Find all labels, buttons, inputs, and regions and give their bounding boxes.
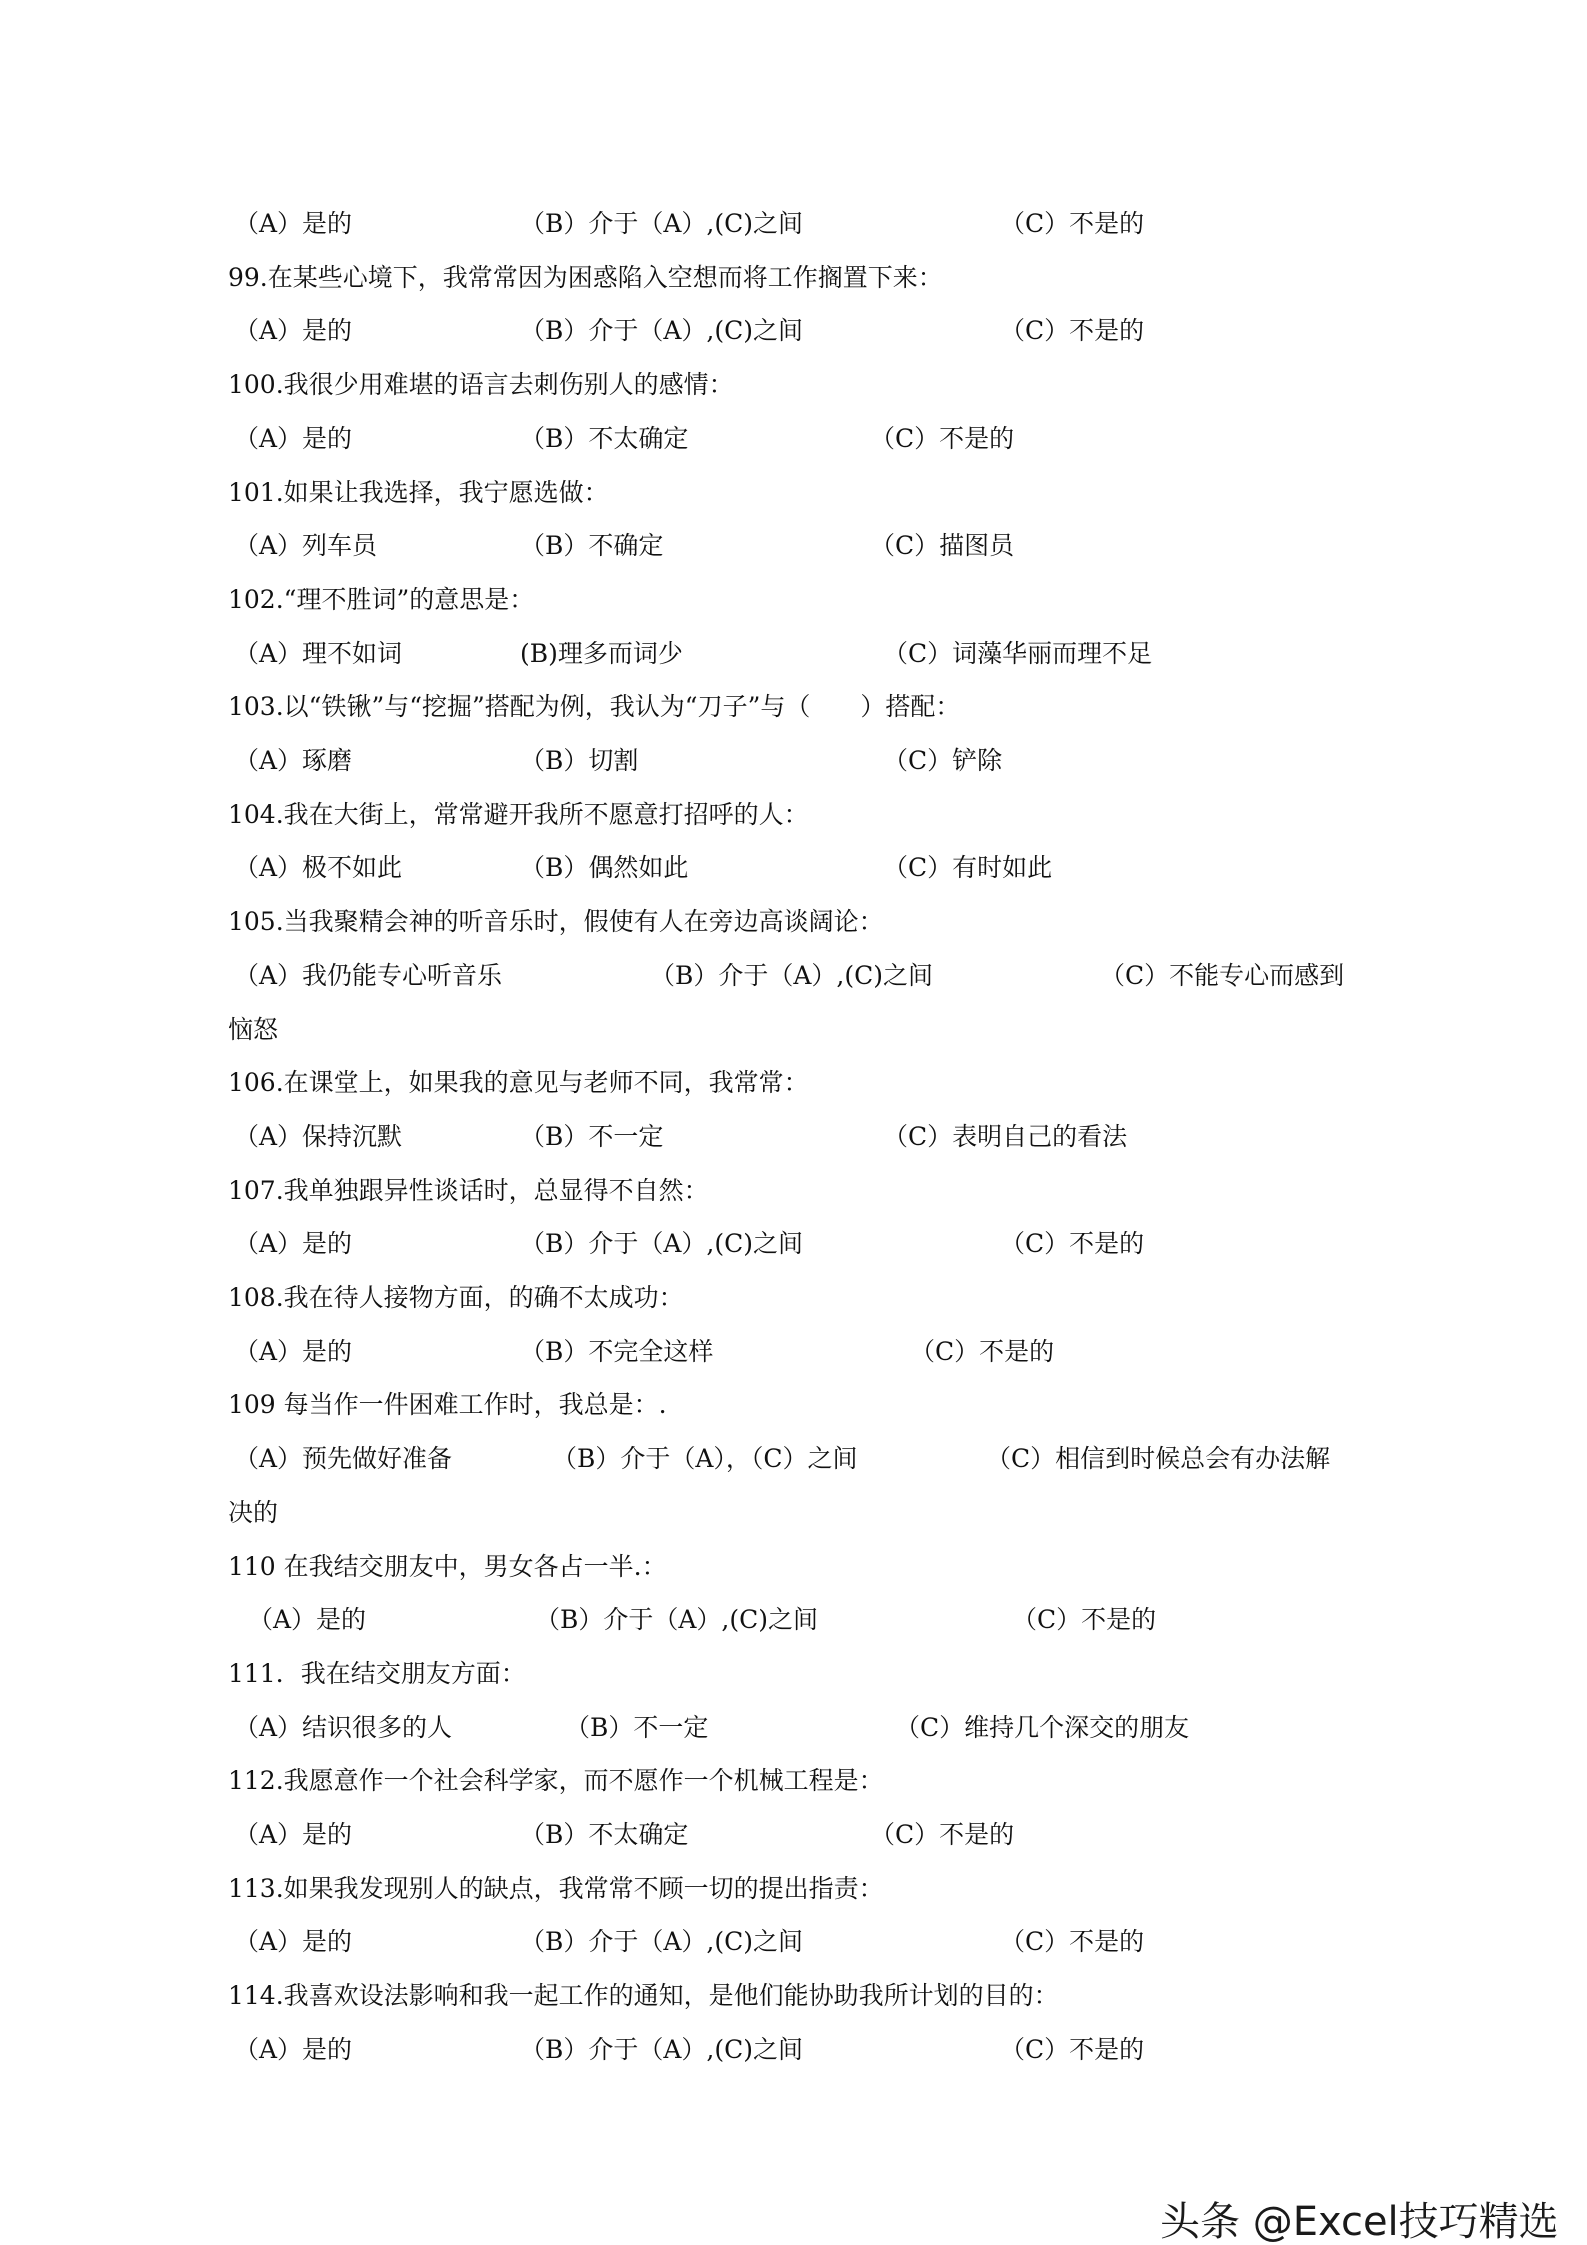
option-c: （C）不是的 (1000, 2035, 1145, 2064)
option-c: （C）不是的 (1000, 316, 1145, 345)
option-c: （C）维持几个深交的朋友 (895, 1713, 1190, 1742)
option-c: （C）不是的 (1000, 1927, 1145, 1956)
question-line: 113.如果我发现别人的缺点，我常常不顾一切的提出指责： (228, 1874, 884, 1903)
question-line: 111．我在结交朋友方面： (228, 1659, 526, 1688)
question-line: 104.我在大街上，常常避开我所不愿意打招呼的人： (228, 800, 809, 829)
option-c: （C）不能专心而感到 (1100, 961, 1345, 990)
question-line: 110 在我结交朋友中，男女各占一半.： (228, 1552, 667, 1581)
question-line: 103.以“铁锹”与“挖掘”搭配为例，我认为“刀子”与（ ）搭配： (228, 692, 961, 721)
option-c: （C）不是的 (1000, 209, 1145, 238)
option-c: （C）表明自己的看法 (883, 1122, 1128, 1151)
option-b: (B)理多而词少 (520, 639, 683, 668)
question-line: 恼怒 (228, 1015, 279, 1044)
option-a: （A）是的 (234, 424, 353, 453)
option-b: （B）偶然如此 (520, 853, 689, 882)
option-c: （C）不是的 (1012, 1605, 1157, 1634)
option-b: （B）切割 (520, 746, 639, 775)
question-line: 105.当我聚精会神的听音乐时，假使有人在旁边高谈阔论： (228, 907, 884, 936)
option-a: （A）预先做好准备 (234, 1444, 453, 1473)
option-a: （A）是的 (234, 2035, 353, 2064)
watermark: 头条 @Excel技巧精选 (1160, 2199, 1559, 2245)
option-b: （B）不完全这样 (520, 1337, 714, 1366)
option-a: （A）是的 (248, 1605, 367, 1634)
option-a: （A）是的 (234, 1820, 353, 1849)
option-c: （C）不是的 (910, 1337, 1055, 1366)
question-line: 102.“理不胜词”的意思是： (228, 585, 535, 614)
option-b: （B）不一定 (520, 1122, 664, 1151)
option-b: （B）介于（A）,(C)之间 (535, 1605, 819, 1634)
option-c: （C）描图员 (870, 531, 1015, 560)
option-c: （C）词藻华丽而理不足 (883, 639, 1153, 668)
option-c: （C）有时如此 (883, 853, 1053, 882)
question-line: 决的 (228, 1498, 279, 1527)
option-b: （B）介于（A）,(C)之间 (650, 961, 934, 990)
option-a: （A）极不如此 (234, 853, 403, 882)
option-b: （B）介于（A）,(C)之间 (520, 316, 804, 345)
option-b: （B）不一定 (565, 1713, 709, 1742)
question-line: 101.如果让我选择，我宁愿选做： (228, 478, 609, 507)
option-a: （A）理不如词 (234, 639, 403, 668)
question-line: 114.我喜欢设法影响和我一起工作的通知，是他们能协助我所计划的目的： (228, 1981, 1059, 2010)
option-a: （A）是的 (234, 1337, 353, 1366)
option-a: （A）结识很多的人 (234, 1713, 453, 1742)
question-line: 99.在某些心境下，我常常因为困惑陷入空想而将工作搁置下来： (228, 263, 943, 292)
option-a: （A）是的 (234, 209, 353, 238)
option-b: （B）介于（A）,(C)之间 (520, 1229, 804, 1258)
question-line: 107.我单独跟异性谈话时，总显得不自然： (228, 1176, 709, 1205)
option-a: （A）是的 (234, 1229, 353, 1258)
question-line: 112.我愿意作一个社会科学家，而不愿作一个机械工程是： (228, 1766, 884, 1795)
question-line: 100.我很少用难堪的语言去刺伤别人的感情： (228, 370, 734, 399)
option-a: （A）我仍能专心听音乐 (234, 961, 503, 990)
option-c: （C）相信到时候总会有办法解 (986, 1444, 1331, 1473)
option-b: （B）介于（A）,(C)之间 (520, 2035, 804, 2064)
option-b: （B）不太确定 (520, 1820, 689, 1849)
option-b: （B）介于（A），（C）之间 (552, 1444, 858, 1473)
option-b: （B）不确定 (520, 531, 664, 560)
option-b: （B）不太确定 (520, 424, 689, 453)
option-c: （C）不是的 (870, 1820, 1015, 1849)
option-a: （A）列车员 (234, 531, 378, 560)
option-a: （A）琢磨 (234, 746, 353, 775)
question-line: 109 每当作一件困难工作时，我总是：. (228, 1390, 667, 1419)
option-a: （A）保持沉默 (234, 1122, 403, 1151)
option-b: （B）介于（A）,(C)之间 (520, 1927, 804, 1956)
question-line: 108.我在待人接物方面，的确不太成功： (228, 1283, 684, 1312)
question-line: 106.在课堂上，如果我的意见与老师不同，我常常： (228, 1068, 809, 1097)
option-c: （C）不是的 (870, 424, 1015, 453)
option-c: （C）铲除 (883, 746, 1003, 775)
option-c: （C）不是的 (1000, 1229, 1145, 1258)
option-a: （A）是的 (234, 1927, 353, 1956)
option-b: （B）介于（A）,(C)之间 (520, 209, 804, 238)
option-a: （A）是的 (234, 316, 353, 345)
